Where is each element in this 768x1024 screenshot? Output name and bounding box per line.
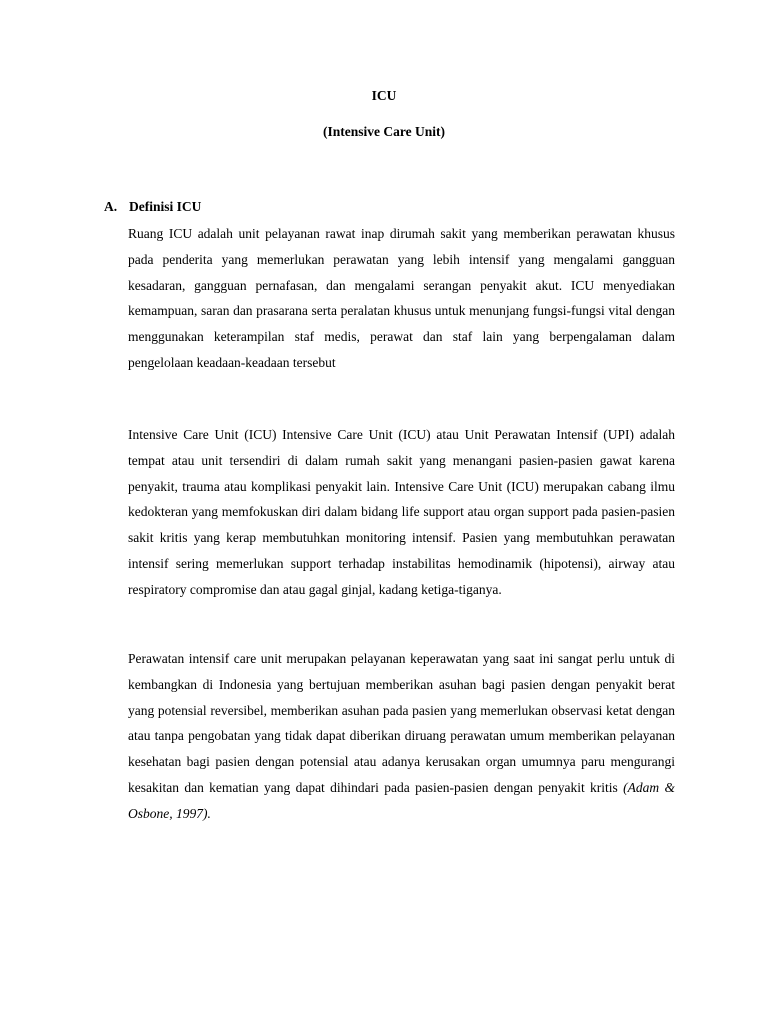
section-heading-text: Definisi ICU xyxy=(129,199,202,214)
paragraph-intensive-care-text: Perawatan intensif care unit merupakan pelayanan keperawatan yang saat ini sangat perlu untuk di kembangkan di Indonesia yang bertujuan memberikan asuhan bagi pasien dengan penyakit berat yang potensial reversibel, memberikan asuhan pada pasien yang memerlukan observasi ketat dengan atau tanpa pengobatan yang tidak dapat diberikan diruang perawatan umum memberikan pelayanan kesehatan bagi pasien dengan potensial atau adanya kerusakan organ umumnya paru mengurangi kesakitan dan kematian yang dapat dihindari pada pasien-pasien dengan penyakit kritis xyxy=(128,651,675,795)
document-subtitle: (Intensive Care Unit) xyxy=(323,124,445,139)
section-letter: A. xyxy=(104,199,118,214)
paragraph-icu-description: Intensive Care Unit (ICU) Intensive Care Unit (ICU) atau Unit Perawatan Intensif (UPI) adalah tempat atau unit tersendiri di dalam rumah sakit yang menangani pasien-pasien gawat karena penyakit, trauma atau komplikasi penyakit lain. Intensive Care Unit (ICU) merupakan cabang ilmu kedokteran yang memfokuskan diri dalam bidang life support atau organ support pada pasien-pasien sakit kritis yang kerap membutuhkan monitoring intensif. Pasien yang membutuhkan perawatan intensif sering memerlukan support terhadap instabilitas hemodinamik (hipotensi), airway atau respiratory compromise dan atau gagal ginjal, kadang ketiga-tiganya. xyxy=(128,427,675,597)
document-title: ICU xyxy=(371,88,397,103)
citation: (Adam & Osbone, 1997). xyxy=(128,779,675,821)
section-heading xyxy=(104,199,201,215)
paragraph-intensive-care xyxy=(128,646,675,827)
paragraph-definition: Ruang ICU adalah unit pelayanan rawat inap dirumah sakit yang memberikan perawatan khusus pada penderita yang memerlukan perawatan yang lebih intensif yang mengalami gangguan kesadaran, gangguan pernafasan, dan mengalami serangan penyakit akut. ICU menyediakan kemampuan, saran dan prasarana serta peralatan khusus untuk menunjang fungsi-fungsi vital dengan menggunakan keterampilan staf medis, perawat dan staf lain yang berpengalaman dalam pengelolaan keadaan-keadaan tersebut xyxy=(128,226,675,370)
